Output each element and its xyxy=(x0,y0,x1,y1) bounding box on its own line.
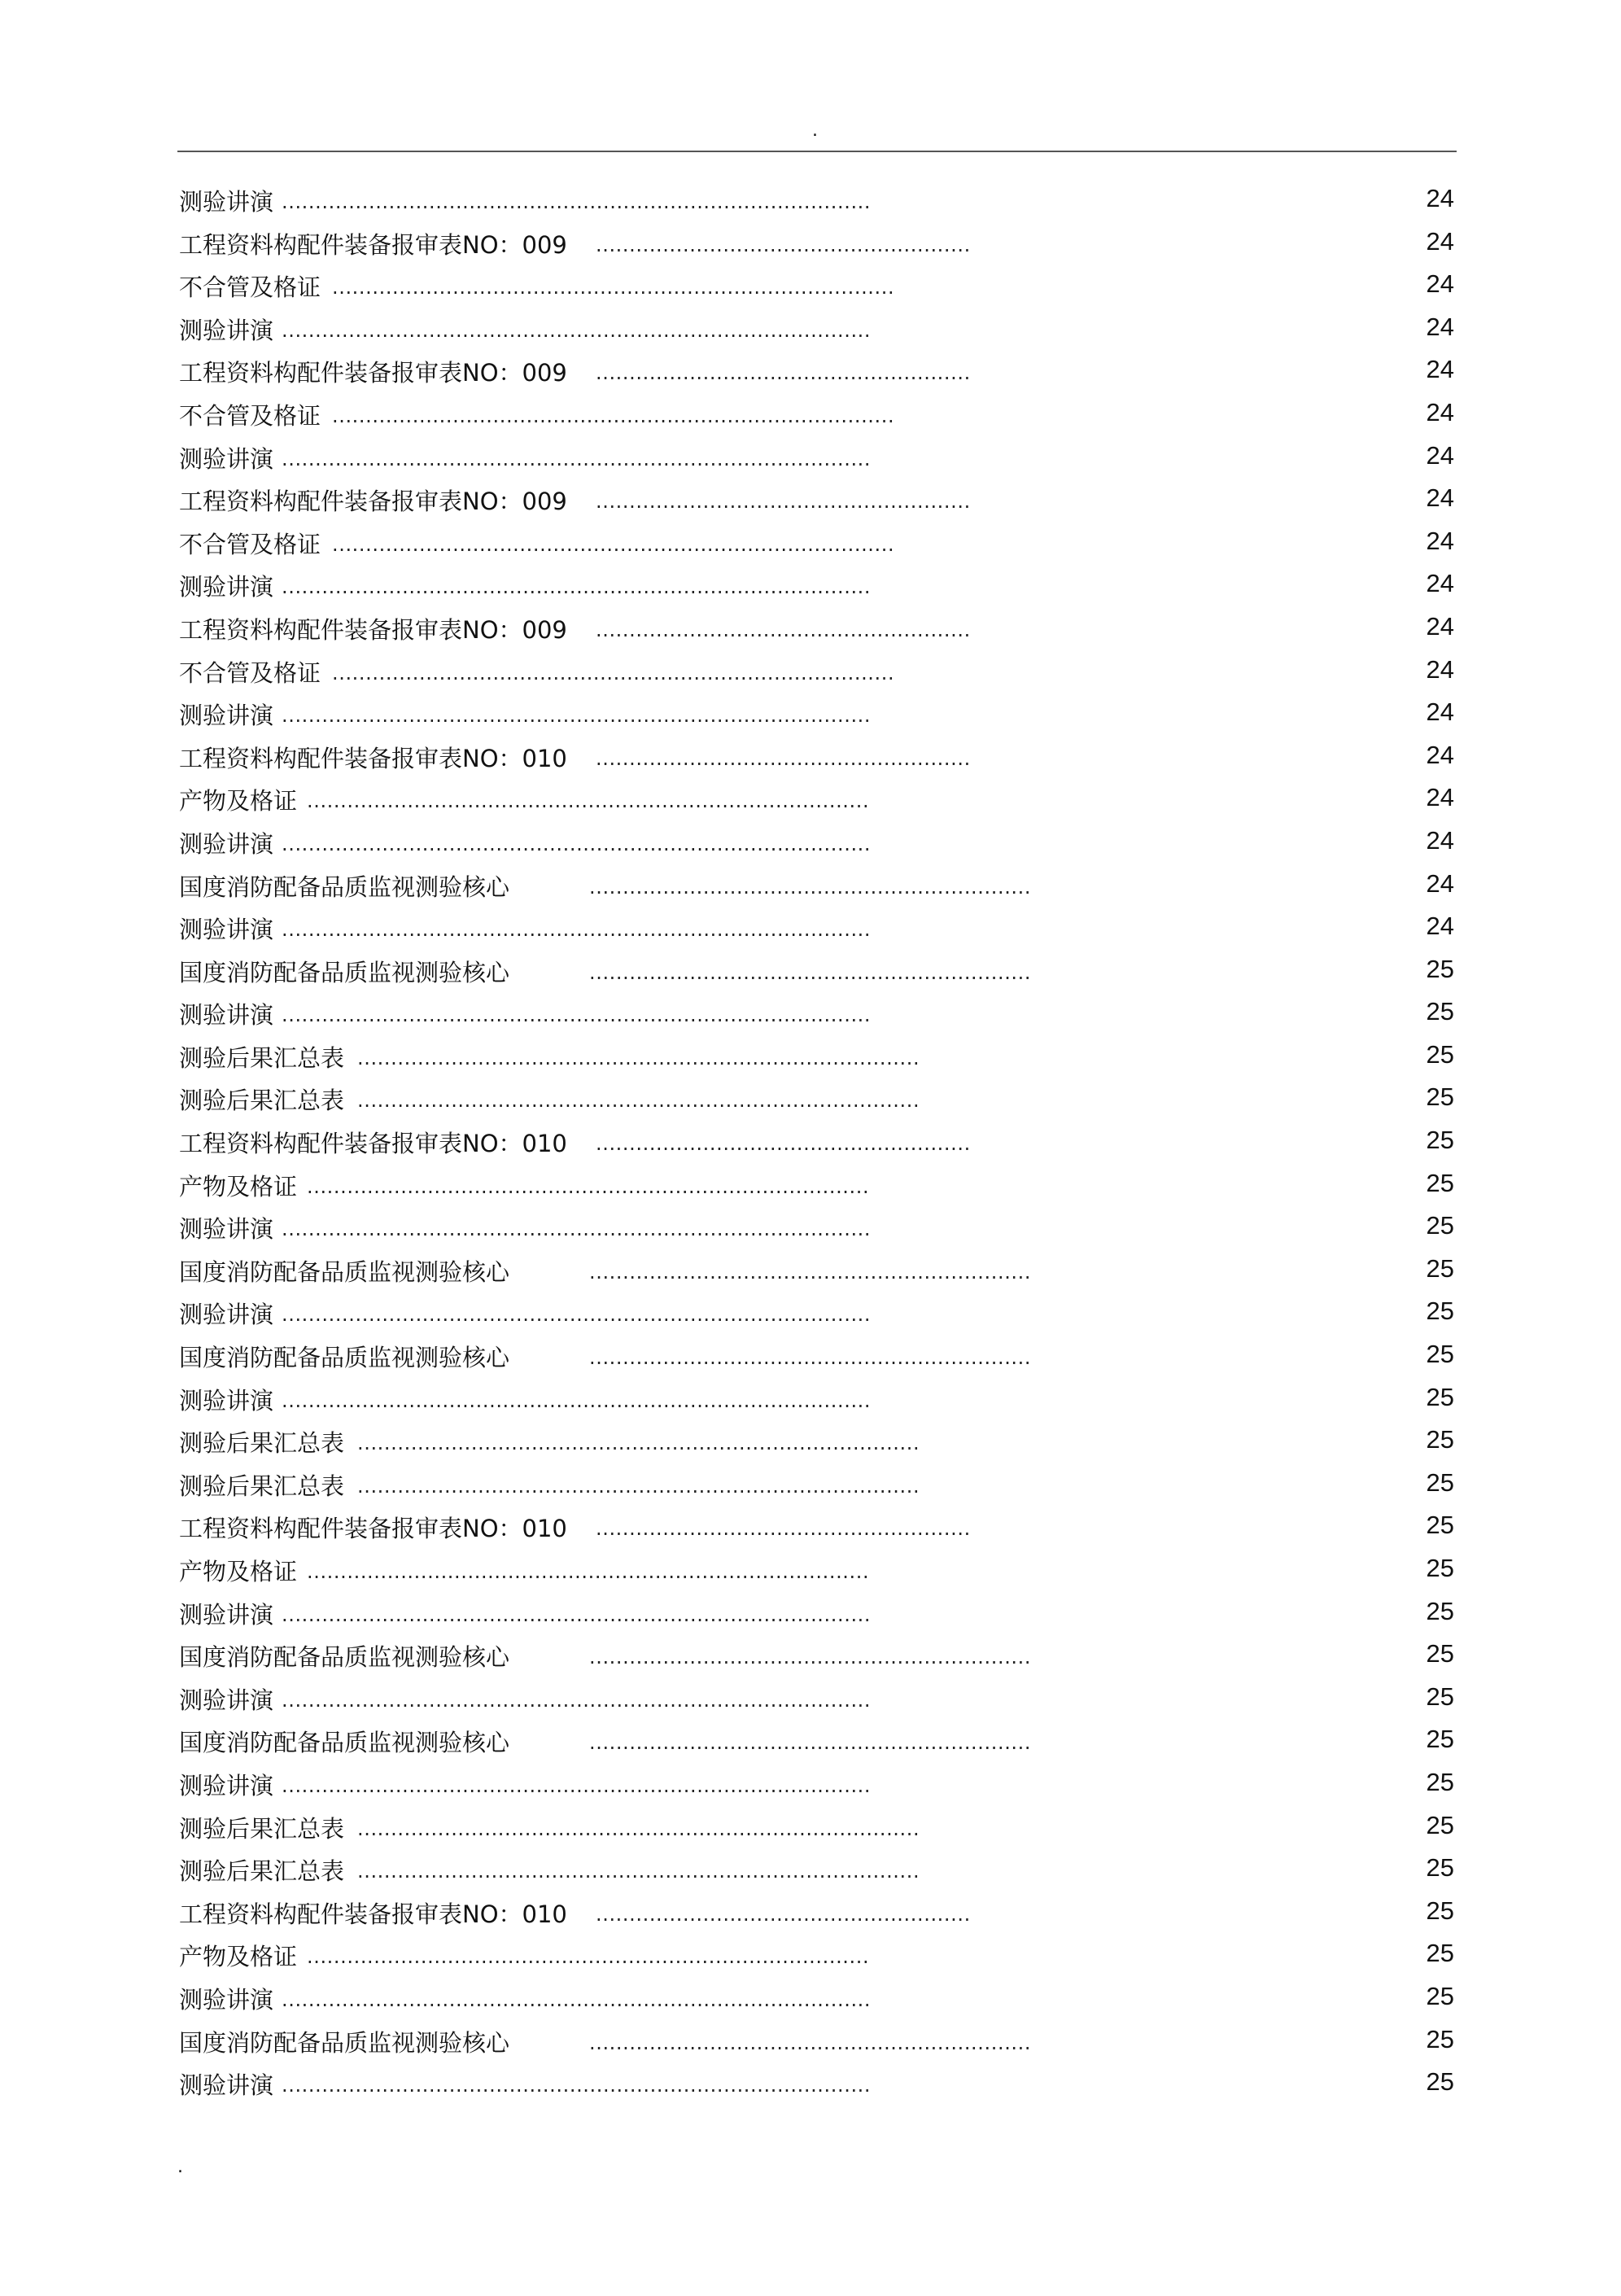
toc-entry-title: 国度消防配备品质监视测验核心 xyxy=(179,958,510,986)
toc-entry-page-number: 25 xyxy=(1426,1297,1454,1326)
toc-entry[interactable] xyxy=(179,912,1457,955)
toc-entry[interactable] xyxy=(179,1082,1457,1126)
toc-entry-page-number: 25 xyxy=(1426,1725,1454,1754)
toc-entry-leader-dots: .................................................................................... xyxy=(357,1860,920,1883)
toc-entry[interactable] xyxy=(179,1768,1457,1811)
toc-entry-title: 测验后果汇总表 xyxy=(179,1814,345,1843)
toc-entry-leader-dots: .................................................................................... xyxy=(357,1817,920,1840)
toc-entry-title: 工程资料构配件装备报审表NO：010 xyxy=(179,1515,567,1543)
toc-entry-leader-dots: .................................................................................... xyxy=(332,276,895,300)
toc-entry[interactable] xyxy=(179,227,1457,270)
header-rule xyxy=(177,151,1457,152)
toc-entry-page-number: 24 xyxy=(1426,269,1454,299)
toc-entry-title: 国度消防配备品质监视测验核心 xyxy=(179,2028,510,2057)
toc-entry-page-number: 25 xyxy=(1426,1767,1454,1796)
toc-entry[interactable] xyxy=(179,1297,1457,1340)
toc-entry-leader-dots: ........................................................ xyxy=(596,1517,971,1541)
toc-entry-title: 测验讲演 xyxy=(179,1301,274,1329)
toc-entry[interactable] xyxy=(179,1554,1457,1597)
toc-entry[interactable] xyxy=(179,398,1457,441)
toc-entry-leader-dots: .................................................................. xyxy=(589,1731,1032,1755)
toc-entry-title: 测验后果汇总表 xyxy=(179,1429,345,1458)
toc-entry-title: 工程资料构配件装备报审表NO：009 xyxy=(179,230,567,259)
toc-entry[interactable] xyxy=(179,527,1457,570)
toc-entry-page-number: 25 xyxy=(1426,1639,1454,1668)
toc-entry[interactable] xyxy=(179,869,1457,912)
toc-entry-title: 产物及格证 xyxy=(179,1943,298,1971)
toc-entry-title: 产物及格证 xyxy=(179,1558,298,1585)
toc-entry-page-number: 25 xyxy=(1426,1896,1454,1925)
toc-entry-page-number: 25 xyxy=(1426,1467,1454,1497)
toc-entry[interactable] xyxy=(179,1169,1457,1212)
toc-entry-leader-dots: .................................................................. xyxy=(589,875,1032,899)
toc-entry-title: 测验讲演 xyxy=(179,702,274,730)
toc-entry[interactable] xyxy=(179,569,1457,612)
toc-entry-page-number: 25 xyxy=(1426,1211,1454,1240)
toc-entry-title: 测验后果汇总表 xyxy=(179,1043,345,1072)
toc-entry-leader-dots: ........................................................................................ xyxy=(282,1389,872,1412)
toc-entry-page-number: 25 xyxy=(1426,1340,1454,1369)
toc-entry-page-number: 25 xyxy=(1426,997,1454,1026)
toc-entry-title: 国度消防配备品质监视测验核心 xyxy=(179,1729,510,1757)
toc-entry-page-number: 24 xyxy=(1426,868,1454,898)
toc-entry-page-number: 24 xyxy=(1426,397,1454,426)
toc-entry-page-number: 24 xyxy=(1426,825,1454,855)
toc-entry[interactable] xyxy=(179,1725,1457,1768)
toc-entry-page-number: 24 xyxy=(1426,526,1454,555)
toc-entry[interactable] xyxy=(179,2067,1457,2110)
toc-entry-page-number: 25 xyxy=(1426,954,1454,983)
toc-entry-leader-dots: ........................................................................................ xyxy=(282,1004,872,1027)
toc-entry-title: 国度消防配备品质监视测验核心 xyxy=(179,872,510,901)
toc-entry-leader-dots: ........................................................ xyxy=(596,1132,971,1156)
toc-entry-leader-dots: ........................................................................................ xyxy=(282,832,872,855)
toc-entry-leader-dots: .................................................................................... xyxy=(307,1945,870,1969)
toc-entry-title: 产物及格证 xyxy=(179,787,298,816)
toc-entry-page-number: 25 xyxy=(1426,1810,1454,1839)
header-mark: . xyxy=(812,120,818,141)
toc-entry-title: 工程资料构配件装备报审表NO：009 xyxy=(179,615,567,644)
toc-entry-title: 测验后果汇总表 xyxy=(179,1472,345,1500)
toc-entry[interactable] xyxy=(179,1254,1457,1297)
toc-entry-leader-dots: ........................................................................................ xyxy=(282,1603,872,1626)
toc-entry[interactable] xyxy=(179,1425,1457,1468)
toc-entry-page-number: 24 xyxy=(1426,783,1454,812)
toc-entry-page-number: 25 xyxy=(1426,1425,1454,1454)
toc-entry-title: 不合管及格证 xyxy=(179,401,321,430)
toc-entry-title: 测验讲演 xyxy=(179,1600,274,1629)
toc-entry-title: 测验讲演 xyxy=(179,444,274,473)
toc-entry-page-number: 24 xyxy=(1426,226,1454,256)
toc-entry-title: 测验后果汇总表 xyxy=(179,1857,345,1886)
toc-entry-title: 产物及格证 xyxy=(179,1172,298,1200)
toc-entry-page-number: 25 xyxy=(1426,1126,1454,1155)
toc-entry-leader-dots: ........................................................ xyxy=(596,490,971,514)
toc-entry-leader-dots: .................................................................................... xyxy=(332,661,895,684)
toc-entry-page-number: 25 xyxy=(1426,1039,1454,1069)
toc-entry[interactable] xyxy=(179,483,1457,527)
toc-entry-leader-dots: .................................................................................... xyxy=(357,1432,920,1455)
toc-entry-page-number: 24 xyxy=(1426,569,1454,598)
toc-entry-page-number: 25 xyxy=(1426,1554,1454,1582)
toc-entry-leader-dots: .................................................................................... xyxy=(332,404,895,427)
toc-entry-leader-dots: .................................................................................... xyxy=(307,789,870,813)
toc-entry[interactable] xyxy=(179,1383,1457,1426)
toc-entry-title: 测验讲演 xyxy=(179,1215,274,1244)
toc-entry-title: 测验讲演 xyxy=(179,188,274,216)
toc-entry-title: 国度消防配备品质监视测验核心 xyxy=(179,1344,510,1372)
toc-entry[interactable] xyxy=(179,1468,1457,1511)
toc-entry[interactable] xyxy=(179,441,1457,484)
toc-entry-leader-dots: .................................................................. xyxy=(589,1646,1032,1669)
toc-entry-title: 测验讲演 xyxy=(179,829,274,858)
toc-entry[interactable] xyxy=(179,2025,1457,2068)
toc-entry-title: 不合管及格证 xyxy=(179,273,321,302)
toc-entry-leader-dots: ........................................................................................ xyxy=(282,2074,872,2097)
toc-entry[interactable] xyxy=(179,1811,1457,1854)
toc-entry-title: 测验讲演 xyxy=(179,573,274,601)
toc-entry-title: 国度消防配备品质监视测验核心 xyxy=(179,1257,510,1286)
toc-entry[interactable] xyxy=(179,1853,1457,1896)
toc-entry-title: 测验讲演 xyxy=(179,916,274,944)
toc-entry[interactable] xyxy=(179,1939,1457,1982)
toc-entry-title: 工程资料构配件装备报审表NO：010 xyxy=(179,744,567,772)
toc-entry-page-number: 25 xyxy=(1426,1382,1454,1411)
toc-entry-leader-dots: ........................................................................................ xyxy=(282,447,872,470)
toc-entry-title: 国度消防配备品质监视测验核心 xyxy=(179,1643,510,1672)
toc-entry-title: 测验讲演 xyxy=(179,316,274,344)
toc-entry-page-number: 24 xyxy=(1426,654,1454,684)
toc-entry-page-number: 24 xyxy=(1426,440,1454,470)
toc-entry-title: 工程资料构配件装备报审表NO：010 xyxy=(179,1900,567,1928)
toc-entry-leader-dots: ........................................................................................ xyxy=(282,318,872,342)
toc-entry-page-number: 24 xyxy=(1426,611,1454,641)
toc-entry[interactable] xyxy=(179,1639,1457,1682)
toc-entry-leader-dots: .................................................................................... xyxy=(357,1474,920,1498)
toc-entry-leader-dots: .................................................................. xyxy=(589,1346,1032,1370)
toc-entry-page-number: 25 xyxy=(1426,1253,1454,1283)
toc-entry[interactable] xyxy=(179,1511,1457,1554)
toc-entry-leader-dots: ........................................................................................ xyxy=(282,1303,872,1327)
toc-entry-page-number: 24 xyxy=(1426,740,1454,769)
toc-entry[interactable] xyxy=(179,269,1457,313)
toc-entry[interactable] xyxy=(179,783,1457,826)
toc-entry-title: 不合管及格证 xyxy=(179,658,321,687)
toc-entry-page-number: 25 xyxy=(1426,1168,1454,1197)
toc-entry[interactable] xyxy=(179,1340,1457,1383)
toc-entry[interactable] xyxy=(179,184,1457,227)
toc-entry-leader-dots: .................................................................. xyxy=(589,1260,1032,1284)
toc-entry-leader-dots: ........................................................................................ xyxy=(282,918,872,942)
toc-entry-leader-dots: ........................................................................................ xyxy=(282,1773,872,1797)
toc-entry[interactable] xyxy=(179,826,1457,869)
toc-entry-leader-dots: ........................................................................................ xyxy=(282,1218,872,1241)
toc-entry-title: 测验讲演 xyxy=(179,1386,274,1415)
toc-entry-title: 工程资料构配件装备报审表NO：009 xyxy=(179,488,567,516)
toc-entry-page-number: 25 xyxy=(1426,2067,1454,2097)
toc-entry-title: 不合管及格证 xyxy=(179,530,321,558)
toc-entry[interactable] xyxy=(179,1040,1457,1083)
toc-entry-title: 工程资料构配件装备报审表NO：009 xyxy=(179,359,567,387)
toc-entry[interactable] xyxy=(179,1982,1457,2025)
toc-entry-page-number: 25 xyxy=(1426,1853,1454,1883)
toc-entry-page-number: 25 xyxy=(1426,1981,1454,2010)
toc-entry-leader-dots: ........................................................ xyxy=(596,618,971,641)
toc-entry-leader-dots: .................................................................................... xyxy=(357,1089,920,1113)
toc-entry-page-number: 24 xyxy=(1426,312,1454,341)
table-of-contents xyxy=(179,184,1457,2110)
toc-entry-leader-dots: ........................................................................................ xyxy=(282,704,872,728)
toc-entry[interactable] xyxy=(179,698,1457,741)
toc-entry-title: 工程资料构配件装备报审表NO：010 xyxy=(179,1130,567,1158)
toc-entry[interactable] xyxy=(179,612,1457,655)
toc-entry-leader-dots: ........................................................ xyxy=(596,1902,971,1926)
toc-entry-page-number: 24 xyxy=(1426,698,1454,727)
toc-entry[interactable] xyxy=(179,955,1457,998)
toc-entry-page-number: 24 xyxy=(1426,184,1454,212)
toc-entry-page-number: 24 xyxy=(1426,483,1454,513)
toc-entry-leader-dots: .................................................................................... xyxy=(357,1046,920,1069)
toc-entry-leader-dots: .................................................................................... xyxy=(307,1174,870,1198)
toc-entry-page-number: 25 xyxy=(1426,1596,1454,1625)
toc-entry-leader-dots: .................................................................................... xyxy=(307,1560,870,1583)
toc-entry[interactable] xyxy=(179,1597,1457,1640)
toc-entry-title: 测验讲演 xyxy=(179,1001,274,1030)
toc-entry-page-number: 25 xyxy=(1426,1939,1454,1968)
toc-entry-leader-dots: .................................................................. xyxy=(589,2031,1032,2054)
toc-entry-leader-dots: ........................................................................................ xyxy=(282,575,872,599)
toc-entry[interactable] xyxy=(179,655,1457,698)
toc-entry-title: 测验讲演 xyxy=(179,1771,274,1800)
toc-entry[interactable] xyxy=(179,355,1457,398)
toc-entry-leader-dots: ........................................................................................ xyxy=(282,190,872,213)
toc-entry-page-number: 25 xyxy=(1426,1082,1454,1112)
toc-entry-title: 测验讲演 xyxy=(179,1985,274,2014)
toc-entry-leader-dots: ........................................................................................ xyxy=(282,1688,872,1712)
toc-entry-page-number: 25 xyxy=(1426,1682,1454,1711)
toc-entry[interactable] xyxy=(179,1211,1457,1254)
toc-entry-leader-dots: .................................................................................... xyxy=(332,532,895,556)
toc-entry-page-number: 24 xyxy=(1426,355,1454,384)
toc-entry-title: 测验后果汇总表 xyxy=(179,1087,345,1115)
toc-entry-page-number: 24 xyxy=(1426,912,1454,941)
toc-entry-title: 测验讲演 xyxy=(179,2071,274,2100)
toc-entry[interactable] xyxy=(179,1126,1457,1169)
toc-entry-leader-dots: ........................................................................................ xyxy=(282,1988,872,2011)
toc-entry-page-number: 25 xyxy=(1426,1511,1454,1540)
toc-entry-leader-dots: .................................................................. xyxy=(589,960,1032,984)
toc-entry[interactable] xyxy=(179,1682,1457,1725)
toc-entry[interactable] xyxy=(179,997,1457,1040)
toc-entry-title: 测验讲演 xyxy=(179,1686,274,1714)
footer-mark: . xyxy=(177,2157,183,2177)
toc-entry-leader-dots: ........................................................ xyxy=(596,746,971,770)
toc-entry[interactable] xyxy=(179,313,1457,356)
toc-entry[interactable] xyxy=(179,741,1457,784)
toc-entry-leader-dots: ........................................................ xyxy=(596,233,971,256)
toc-entry-page-number: 25 xyxy=(1426,2024,1454,2053)
toc-entry-leader-dots: ........................................................ xyxy=(596,361,971,385)
toc-entry[interactable] xyxy=(179,1896,1457,1940)
